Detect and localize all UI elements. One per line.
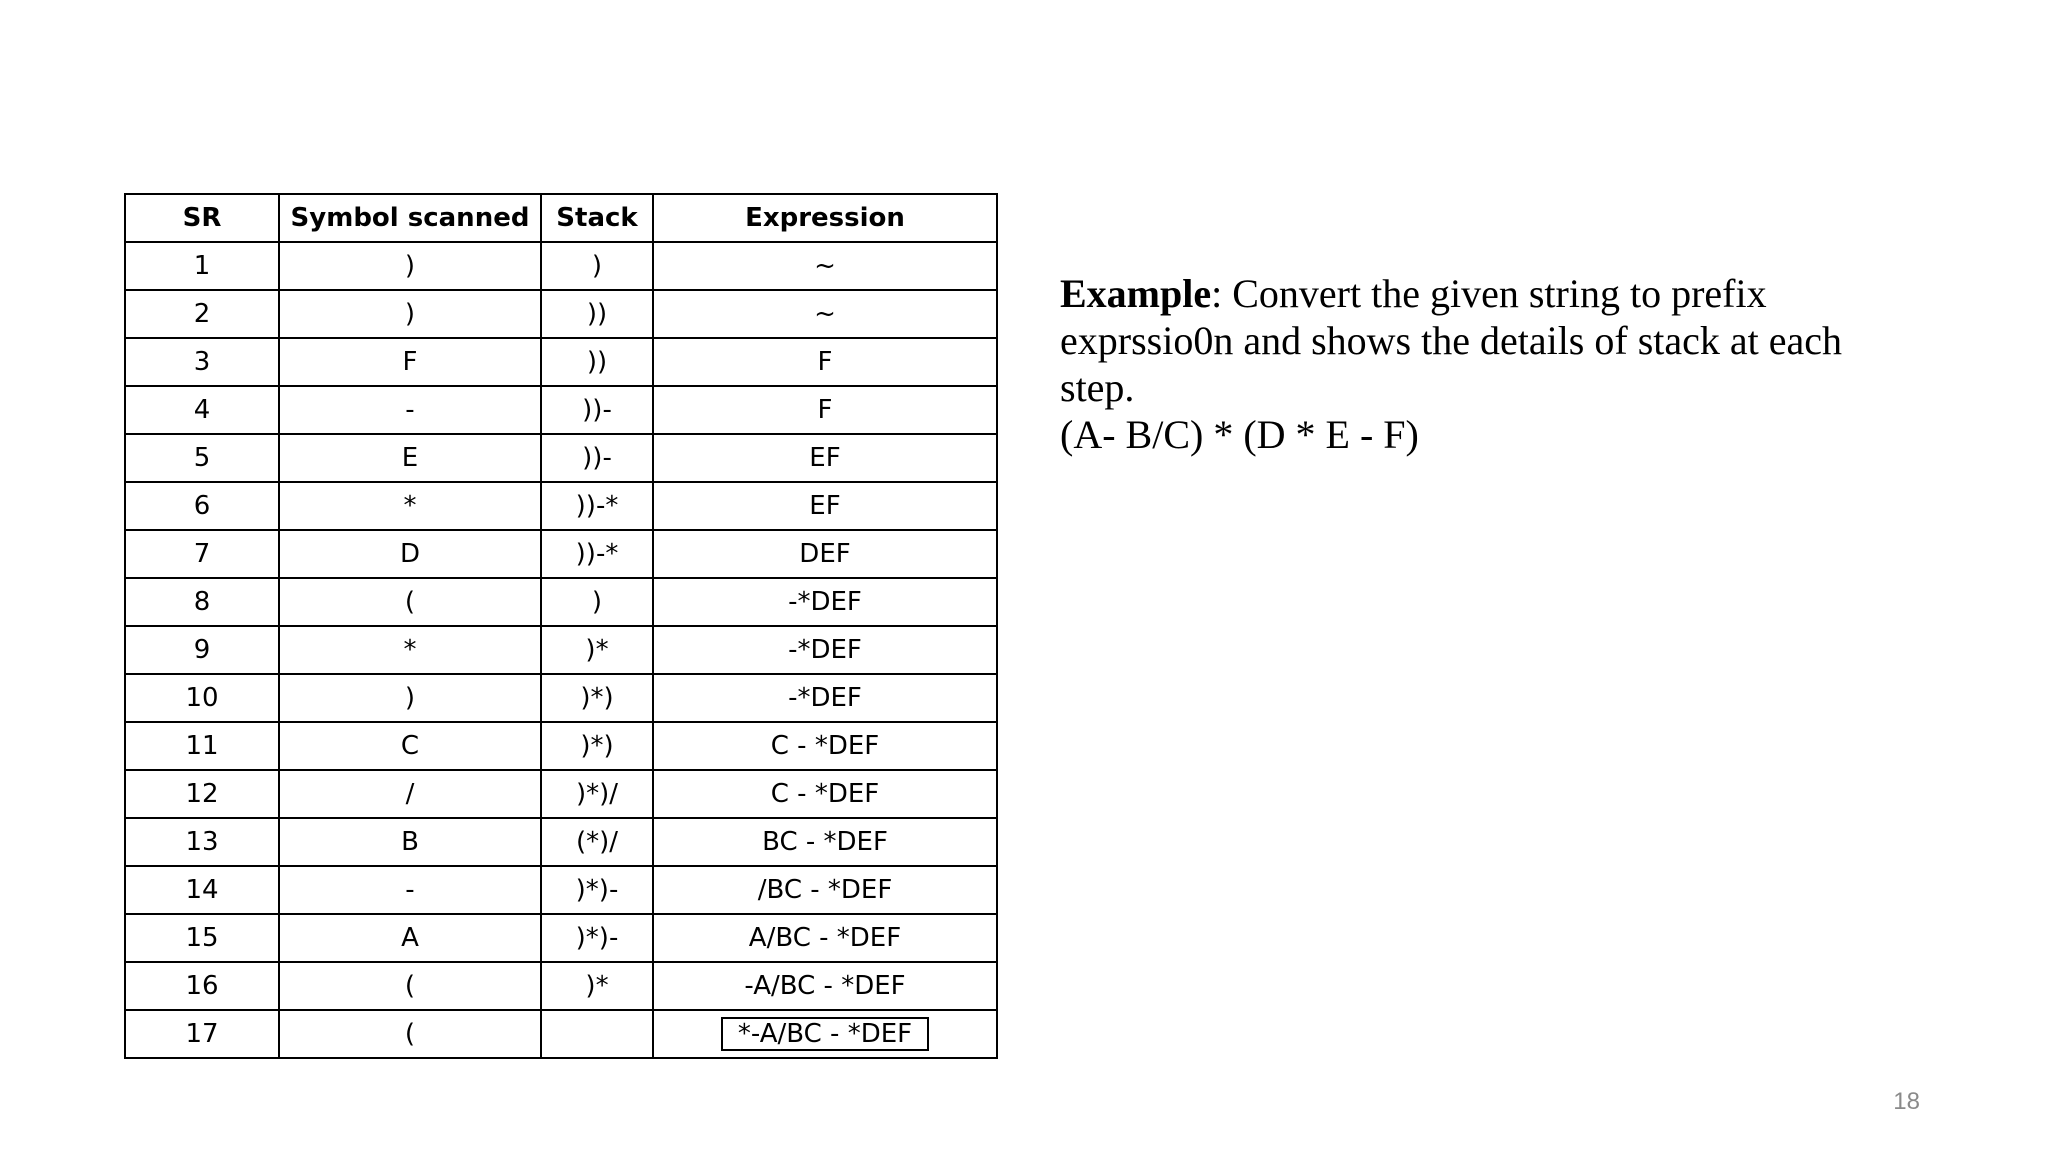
table-row xyxy=(125,386,997,434)
table-row xyxy=(125,626,997,674)
cell-expression: EF xyxy=(653,482,997,530)
cell-stack: )*) xyxy=(541,722,653,770)
cell-sr: 6 xyxy=(125,482,279,530)
cell-sr: 12 xyxy=(125,770,279,818)
cell-symbol-scanned: - xyxy=(279,386,541,434)
header-expression: Expression xyxy=(653,194,997,242)
table-row xyxy=(125,578,997,626)
final-result-box: *-A/BC - *DEF xyxy=(721,1017,929,1051)
cell-stack: )* xyxy=(541,626,653,674)
cell-expression: -*DEF xyxy=(653,626,997,674)
cell-stack: ))- xyxy=(541,434,653,482)
cell-symbol-scanned: A xyxy=(279,914,541,962)
cell-symbol-scanned: E xyxy=(279,434,541,482)
cell-expression: C - *DEF xyxy=(653,722,997,770)
cell-sr: 10 xyxy=(125,674,279,722)
cell-stack: )*)- xyxy=(541,866,653,914)
cell-expression: C - *DEF xyxy=(653,770,997,818)
cell-sr: 2 xyxy=(125,290,279,338)
header-symbol-scanned: Symbol scanned xyxy=(279,194,541,242)
cell-stack: ) xyxy=(541,578,653,626)
example-text-block xyxy=(1060,270,1920,458)
cell-stack: ))- xyxy=(541,386,653,434)
cell-symbol-scanned: F xyxy=(279,338,541,386)
table-row xyxy=(125,482,997,530)
cell-expression: EF xyxy=(653,434,997,482)
cell-expression: -A/BC - *DEF xyxy=(653,962,997,1010)
table-header-row xyxy=(125,194,997,242)
cell-expression xyxy=(653,1010,997,1058)
cell-symbol-scanned: - xyxy=(279,866,541,914)
cell-stack: )) xyxy=(541,338,653,386)
table-row xyxy=(125,770,997,818)
table-row xyxy=(125,818,997,866)
cell-sr: 8 xyxy=(125,578,279,626)
cell-stack: )) xyxy=(541,290,653,338)
cell-expression: F xyxy=(653,338,997,386)
cell-symbol-scanned: ( xyxy=(279,578,541,626)
table-row xyxy=(125,722,997,770)
cell-sr: 11 xyxy=(125,722,279,770)
cell-expression: ~ xyxy=(653,290,997,338)
cell-stack: )* xyxy=(541,962,653,1010)
cell-stack: )*) xyxy=(541,674,653,722)
cell-symbol-scanned: D xyxy=(279,530,541,578)
page-number: 18 xyxy=(1893,1088,1920,1115)
cell-symbol-scanned: * xyxy=(279,482,541,530)
cell-expression: -*DEF xyxy=(653,674,997,722)
cell-sr: 4 xyxy=(125,386,279,434)
cell-stack: ))-* xyxy=(541,530,653,578)
cell-sr: 3 xyxy=(125,338,279,386)
table-row xyxy=(125,914,997,962)
prefix-conversion-table xyxy=(124,193,998,1059)
cell-expression: -*DEF xyxy=(653,578,997,626)
cell-symbol-scanned: ( xyxy=(279,962,541,1010)
table-row xyxy=(125,290,997,338)
table-row xyxy=(125,338,997,386)
cell-expression: /BC - *DEF xyxy=(653,866,997,914)
table-row xyxy=(125,1010,997,1058)
table-row xyxy=(125,434,997,482)
cell-stack: (*)/ xyxy=(541,818,653,866)
header-sr: SR xyxy=(125,194,279,242)
cell-sr: 17 xyxy=(125,1010,279,1058)
table-row xyxy=(125,530,997,578)
cell-expression: DEF xyxy=(653,530,997,578)
cell-expression: F xyxy=(653,386,997,434)
cell-stack: )*)/ xyxy=(541,770,653,818)
cell-sr: 16 xyxy=(125,962,279,1010)
cell-stack: )*)- xyxy=(541,914,653,962)
cell-sr: 1 xyxy=(125,242,279,290)
cell-symbol-scanned: C xyxy=(279,722,541,770)
table-row xyxy=(125,866,997,914)
cell-symbol-scanned: / xyxy=(279,770,541,818)
cell-sr: 7 xyxy=(125,530,279,578)
cell-symbol-scanned: ) xyxy=(279,242,541,290)
example-expression: (A- B/C) * (D * E - F) xyxy=(1060,412,1419,457)
cell-sr: 9 xyxy=(125,626,279,674)
table-row xyxy=(125,242,997,290)
example-description: : Convert the given string to prefix exprssio0n and shows the details of stack at each step. xyxy=(1060,271,1843,410)
cell-symbol-scanned: ) xyxy=(279,290,541,338)
cell-expression: ~ xyxy=(653,242,997,290)
cell-sr: 14 xyxy=(125,866,279,914)
table-row xyxy=(125,674,997,722)
table-row xyxy=(125,962,997,1010)
cell-expression: BC - *DEF xyxy=(653,818,997,866)
cell-sr: 15 xyxy=(125,914,279,962)
cell-stack xyxy=(541,1010,653,1058)
header-stack: Stack xyxy=(541,194,653,242)
cell-stack: ))-* xyxy=(541,482,653,530)
cell-expression: A/BC - *DEF xyxy=(653,914,997,962)
cell-symbol-scanned: * xyxy=(279,626,541,674)
cell-symbol-scanned: ) xyxy=(279,674,541,722)
cell-symbol-scanned: ( xyxy=(279,1010,541,1058)
cell-sr: 5 xyxy=(125,434,279,482)
cell-stack: ) xyxy=(541,242,653,290)
cell-symbol-scanned: B xyxy=(279,818,541,866)
cell-sr: 13 xyxy=(125,818,279,866)
example-lead: Example xyxy=(1060,271,1212,316)
table-body xyxy=(125,242,997,1058)
